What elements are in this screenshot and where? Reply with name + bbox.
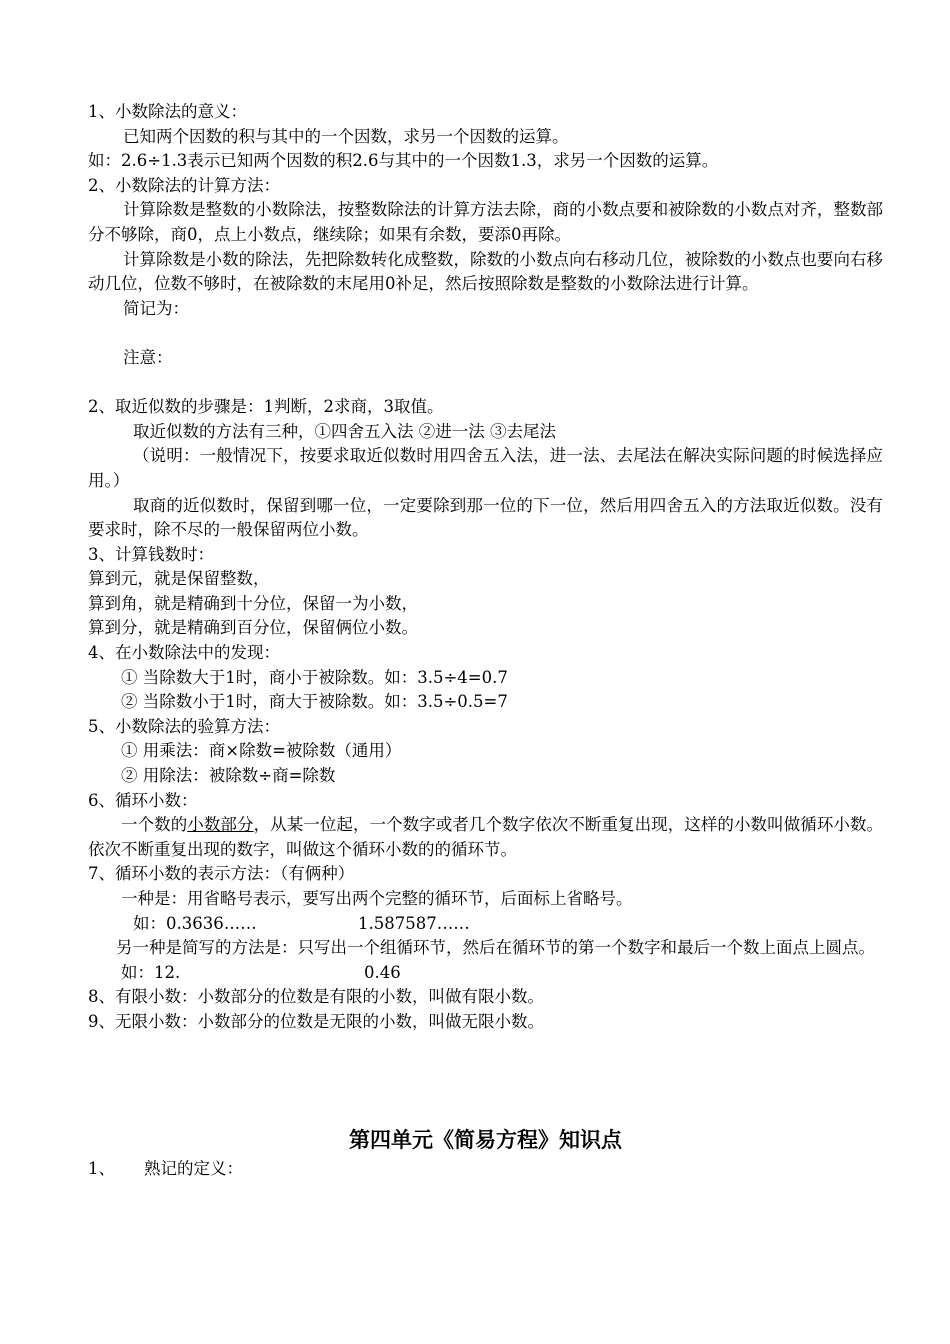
blank-space xyxy=(88,1097,883,1122)
section-5-item-a: ① 用乘法：商×除数=被除数（通用） xyxy=(121,741,402,761)
section-4-item-a: ① 当除数大于1时，商小于被除数。如：3.5÷4=0.7 xyxy=(121,667,508,687)
section-6-title: 6、循环小数： xyxy=(88,790,198,810)
section-7-example-2-b: 0.46 xyxy=(364,962,401,982)
section-4-title: 4、在小数除法中的发现： xyxy=(88,643,280,663)
unit-4-item-1-text: 熟记的定义： xyxy=(144,1159,243,1179)
section-2b-quotient-rule: 取商的近似数时，保留到哪一位，一定要除到那一位的下一位，然后用四舍五入的方法取近似数。没有要求时，除不尽的一般保留两位小数。 xyxy=(88,495,883,540)
section-6-rest: ，从某一位起，一个数字或者几个数字依次不断重复出现，这样的小数叫做循环小数。依次不断重复出现的数字，叫做这个循环小数的的循环节。 xyxy=(88,815,884,859)
section-2b-explanation: （说明：一般情况下，按要求取近似数时用四舍五入法，进一法、去尾法在解决实际问题的时候选择应用。） xyxy=(88,446,883,490)
blank-space xyxy=(88,371,883,396)
section-4-item-b: ② 当除数小于1时，商大于被除数。如：3.5÷0.5=7 xyxy=(121,692,508,712)
section-5-item-b: ② 用除法：被除数÷商=除数 xyxy=(121,766,336,786)
section-7-title: 7、循环小数的表示方法：（有俩种） xyxy=(88,864,355,884)
section-1-example: 如：2.6÷1.3表示已知两个因数的积2.6与其中的一个因数1.3，求另一个因数的运算。 xyxy=(88,151,719,171)
unit-4-heading: 第四单元《简易方程》知识点 xyxy=(349,1127,622,1153)
section-3-jiao: 算到角，就是精确到十分位，保留一为小数， xyxy=(88,593,418,613)
section-9: 9、无限小数：小数部分的位数是无限的小数，叫做无限小数。 xyxy=(88,1011,544,1031)
section-8: 8、有限小数：小数部分的位数是有限的小数，叫做有限小数。 xyxy=(88,987,544,1007)
section-7-example-1 xyxy=(88,912,883,937)
section-2-title: 2、小数除法的计算方法： xyxy=(88,175,280,195)
section-7-example-1-b: 1.587587…… xyxy=(358,913,470,933)
document-page xyxy=(88,100,883,1182)
section-7-example-2-a: 如：12. xyxy=(121,962,181,982)
section-7-way-2: 另一种是简写的方法是：只写出一个组循环节，然后在循环节的第一个数字和最后一个数上面点上圆点。 xyxy=(116,938,875,958)
unit-4-item-1-number: 1、 xyxy=(88,1159,115,1179)
section-2b-title: 2、取近似数的步骤是：1判断，2求商，3取值。 xyxy=(88,397,444,417)
section-7-example-2 xyxy=(88,961,883,986)
section-3-fen: 算到分，就是精确到百分位，保留俩位小数。 xyxy=(88,618,418,638)
section-1-definition: 已知两个因数的积与其中的一个因数，求另一个因数的运算。 xyxy=(123,126,569,146)
blank-space xyxy=(88,1035,883,1097)
section-7-example-1-a: 如：0.3636…… xyxy=(133,913,257,933)
section-2b-methods: 取近似数的方法有三种，①四舍五入法 ②进一法 ③去尾法 xyxy=(133,421,556,441)
section-1-title: 1、小数除法的意义： xyxy=(88,102,247,121)
section-3-title: 3、计算钱数时： xyxy=(88,544,214,564)
section-2-brief: 简记为： xyxy=(123,298,189,318)
section-2-note: 注意： xyxy=(123,347,173,367)
section-2-paragraph-1: 计算除数是整数的小数除法，按整数除法的计算方法去除，商的小数点要和被除数的小数点对齐，整数部分不够除，商0，点上小数点，继续除；如果有余数，要添0再除。 xyxy=(88,200,883,244)
section-6-underlined-term: 小数部分 xyxy=(187,815,254,835)
section-6-paragraph xyxy=(88,813,883,862)
section-7-way-1: 一种是：用省略号表示，要写出两个完整的循环节，后面标上省略号。 xyxy=(121,889,633,908)
section-6-lead: 一个数的 xyxy=(121,815,188,835)
section-5-title: 5、小数除法的验算方法： xyxy=(88,716,280,736)
unit-4-item-1 xyxy=(88,1157,883,1182)
section-3-yuan: 算到元，就是保留整数， xyxy=(88,569,270,589)
section-2-paragraph-2: 计算除数是小数的除法，先把除数转化成整数，除数的小数点向右移动几位，被除数的小数点也要向右移动几位，位数不够时，在被除数的末尾用0补足，然后按照除数是整数的小数除法进行计算。 xyxy=(88,249,883,294)
blank-space xyxy=(88,321,883,346)
